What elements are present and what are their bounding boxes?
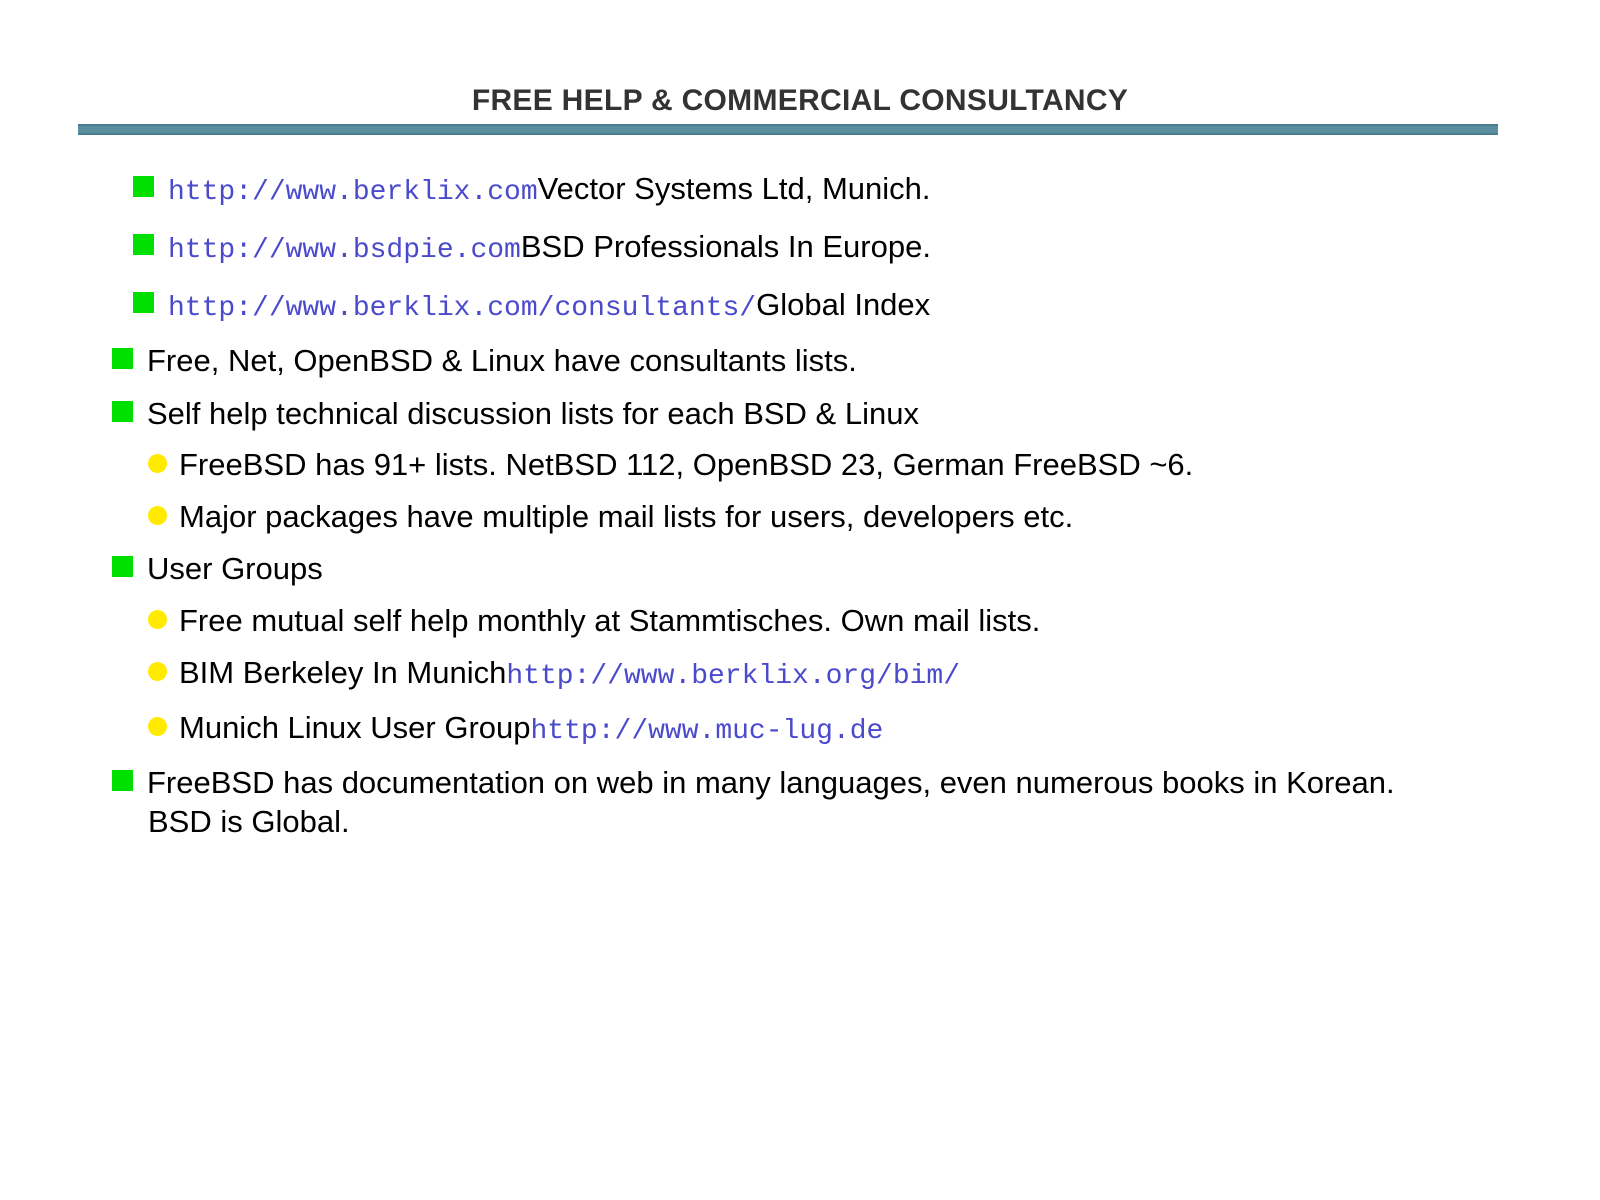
list-item-label: Free, Net, OpenBSD & Linux have consultants lists.: [147, 343, 857, 378]
square-bullet-icon: [133, 176, 154, 197]
circle-bullet-icon: [148, 610, 167, 629]
square-bullet-icon: [133, 234, 154, 255]
list-item: [0, 712, 1600, 746]
list-item-label: Vector Systems Ltd, Munich.: [537, 171, 931, 206]
list-item: [0, 289, 1600, 323]
square-bullet-icon: [112, 556, 133, 577]
list-item: [0, 345, 1600, 376]
list-item-continuation: [0, 806, 1600, 837]
list-item: [0, 553, 1600, 584]
list-item-label: BSD is Global.: [148, 804, 350, 839]
list-item-label: Munich Linux User Group: [179, 710, 531, 745]
square-bullet-icon: [133, 292, 154, 313]
link-berklix-bim[interactable]: http://www.berklix.org/bim/: [506, 661, 961, 692]
list-item: [0, 605, 1600, 636]
list-item-label: FreeBSD has documentation on web in many languages, even numerous books in Korean.: [147, 765, 1395, 800]
list-item-label: BIM Berkeley In Munich: [179, 655, 507, 690]
slide-body: [0, 150, 1600, 837]
circle-bullet-icon: [148, 506, 167, 525]
list-item: [0, 173, 1600, 207]
list-item-label: Self help technical discussion lists for each BSD & Linux: [147, 396, 919, 431]
square-bullet-icon: [112, 348, 133, 369]
list-item: [0, 449, 1600, 480]
link-berklix[interactable]: http://www.berklix.com: [168, 177, 538, 208]
list-item-label: Global Index: [756, 287, 931, 322]
link-bsdpie[interactable]: http://www.bsdpie.com: [168, 235, 521, 266]
list-item: [0, 398, 1600, 429]
circle-bullet-icon: [148, 454, 167, 473]
list-item: [0, 767, 1600, 798]
square-bullet-icon: [112, 401, 133, 422]
list-item: [0, 501, 1600, 532]
circle-bullet-icon: [148, 717, 167, 736]
title-divider: [78, 124, 1498, 135]
square-bullet-icon: [112, 770, 133, 791]
circle-bullet-icon: [148, 662, 167, 681]
list-item-label: Free mutual self help monthly at Stammtisches. Own mail lists.: [179, 603, 1041, 638]
page-title: FREE HELP & COMMERCIAL CONSULTANCY: [471, 84, 1129, 117]
list-item: [0, 657, 1600, 691]
list-item: [0, 231, 1600, 265]
link-berklix-consultants[interactable]: http://www.berklix.com/consultants/: [168, 293, 757, 324]
list-item-label: BSD Professionals In Europe.: [520, 229, 931, 264]
list-item-label: User Groups: [147, 551, 323, 586]
list-item-label: Major packages have multiple mail lists for users, developers etc.: [179, 499, 1074, 534]
list-item-label: FreeBSD has 91+ lists. NetBSD 112, OpenBSD 23, German FreeBSD ~6.: [179, 447, 1194, 482]
link-muc-lug[interactable]: http://www.muc-lug.de: [530, 716, 884, 747]
